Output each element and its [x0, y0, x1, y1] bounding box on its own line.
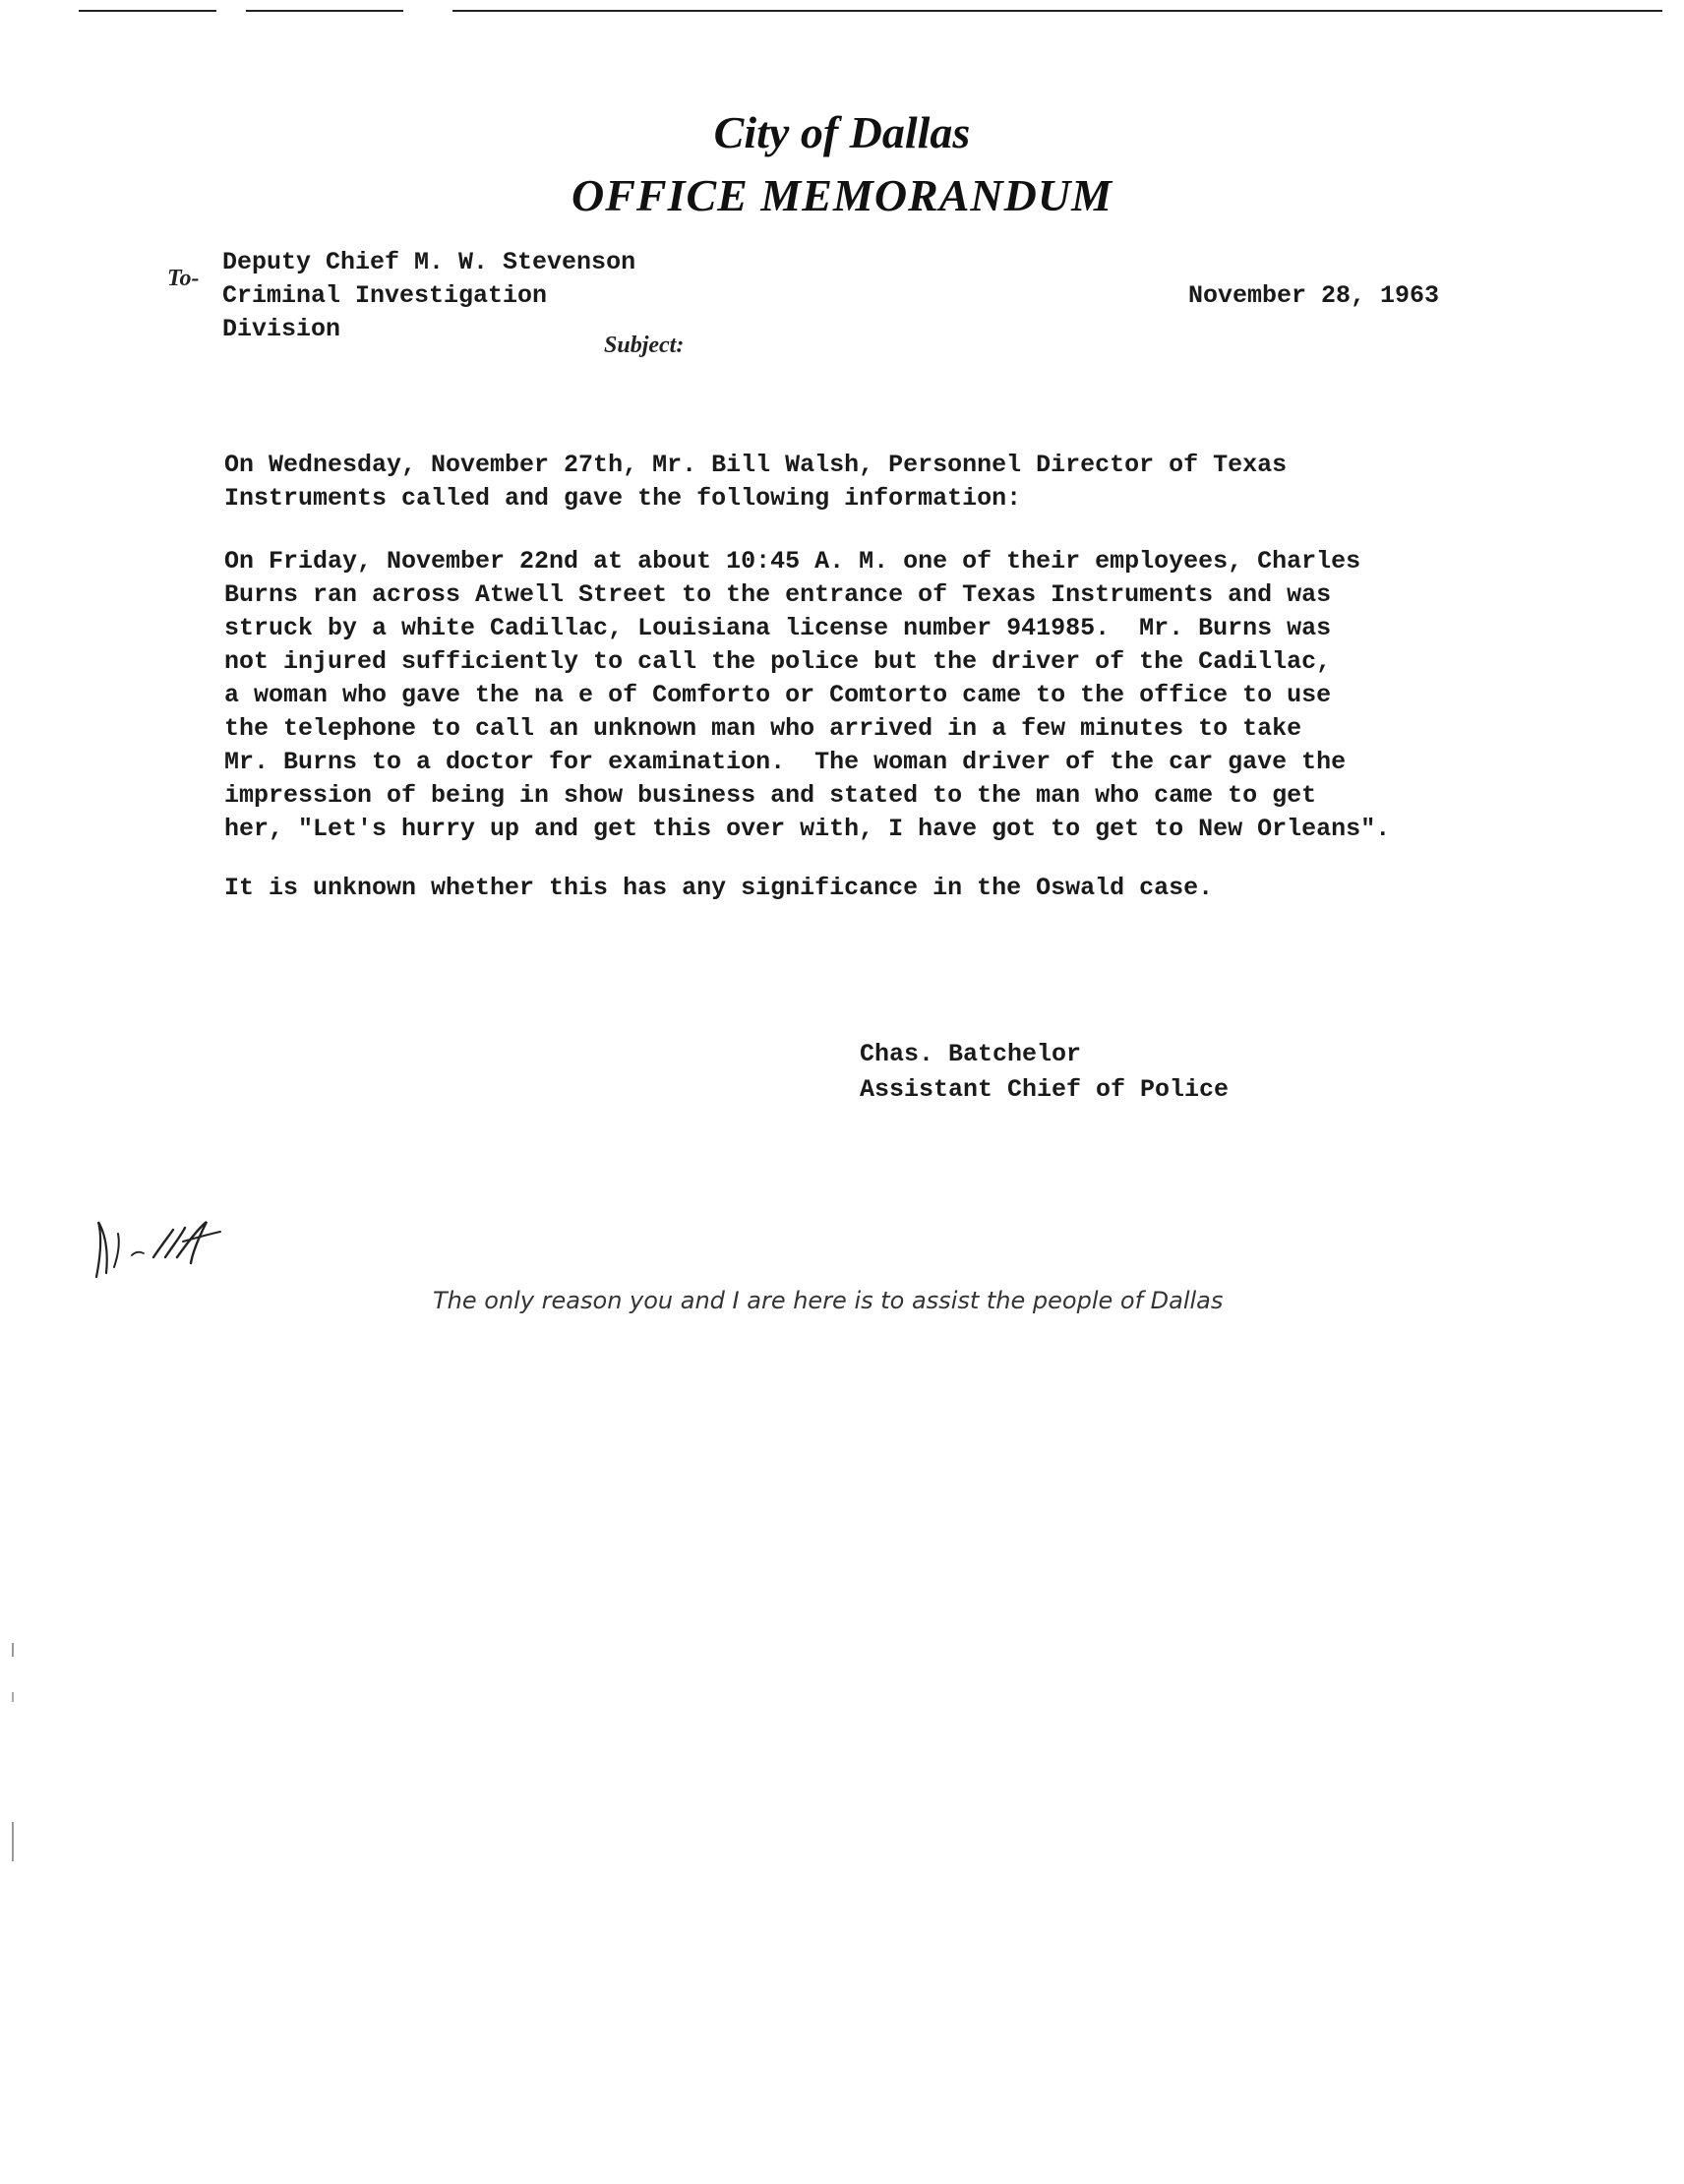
- margin-mark: [12, 1822, 14, 1861]
- body-paragraph-3: [224, 872, 1533, 905]
- recipient-line: Deputy Chief M. W. Stevenson: [222, 248, 636, 276]
- body-line: impression of being in show business and stated to the man who came to get: [224, 781, 1317, 810]
- body-paragraph-2: [224, 545, 1533, 846]
- body-line: Mr. Burns to a doctor for examination. The woman driver of the car gave the: [224, 748, 1347, 776]
- signature-name: Chas. Batchelor: [860, 1040, 1082, 1068]
- body-line: her, "Let's hurry up and get this over with, I have got to get to New Orleans".: [224, 815, 1391, 843]
- body-line: It is unknown whether this has any significance in the Oswald case.: [224, 874, 1214, 902]
- body-line: Instruments called and gave the following information:: [224, 484, 1022, 513]
- top-rule-middle: [246, 10, 403, 12]
- letterhead-doc-type: OFFICE MEMORANDUM: [571, 170, 1113, 220]
- signature-block: [860, 1037, 1229, 1108]
- recipient-line: Criminal Investigation: [222, 281, 548, 310]
- body-line: Burns ran across Atwell Street to the entrance of Texas Instruments and was: [224, 580, 1332, 609]
- body-line: struck by a white Cadillac, Louisiana license number 941985. Mr. Burns was: [224, 614, 1332, 642]
- body-line: not injured sufficiently to call the police but the driver of the Cadillac,: [224, 647, 1332, 676]
- memo-date: November 28, 1963: [1188, 281, 1440, 310]
- body-line: On Friday, November 22nd at about 10:45 A. M. one of their employees, Charles: [224, 547, 1361, 576]
- body-line: On Wednesday, November 27th, Mr. Bill Walsh, Personnel Director of Texas: [224, 451, 1288, 479]
- signature-title: Assistant Chief of Police: [860, 1075, 1230, 1104]
- subject-label: Subject:: [604, 333, 685, 358]
- body-line: the telephone to call an unknown man who arrived in a few minutes to take: [224, 714, 1302, 743]
- margin-mark: [12, 1692, 14, 1702]
- margin-mark: [12, 1643, 14, 1657]
- recipient-block: [222, 246, 635, 346]
- body-line: a woman who gave the na e of Comforto or Comtorto came to the office to use: [224, 681, 1332, 709]
- body-paragraph-1: [224, 449, 1533, 516]
- letterhead-city: City of Dallas: [713, 107, 971, 157]
- top-rule-right: [452, 10, 1662, 12]
- handwritten-initials: [89, 1208, 285, 1287]
- footer-motto: The only reason you and I are here is to assist the people of Dallas: [433, 1287, 1224, 1314]
- top-rule-left: [79, 10, 216, 12]
- to-label: To-: [167, 266, 200, 291]
- recipient-line: Division: [222, 315, 341, 343]
